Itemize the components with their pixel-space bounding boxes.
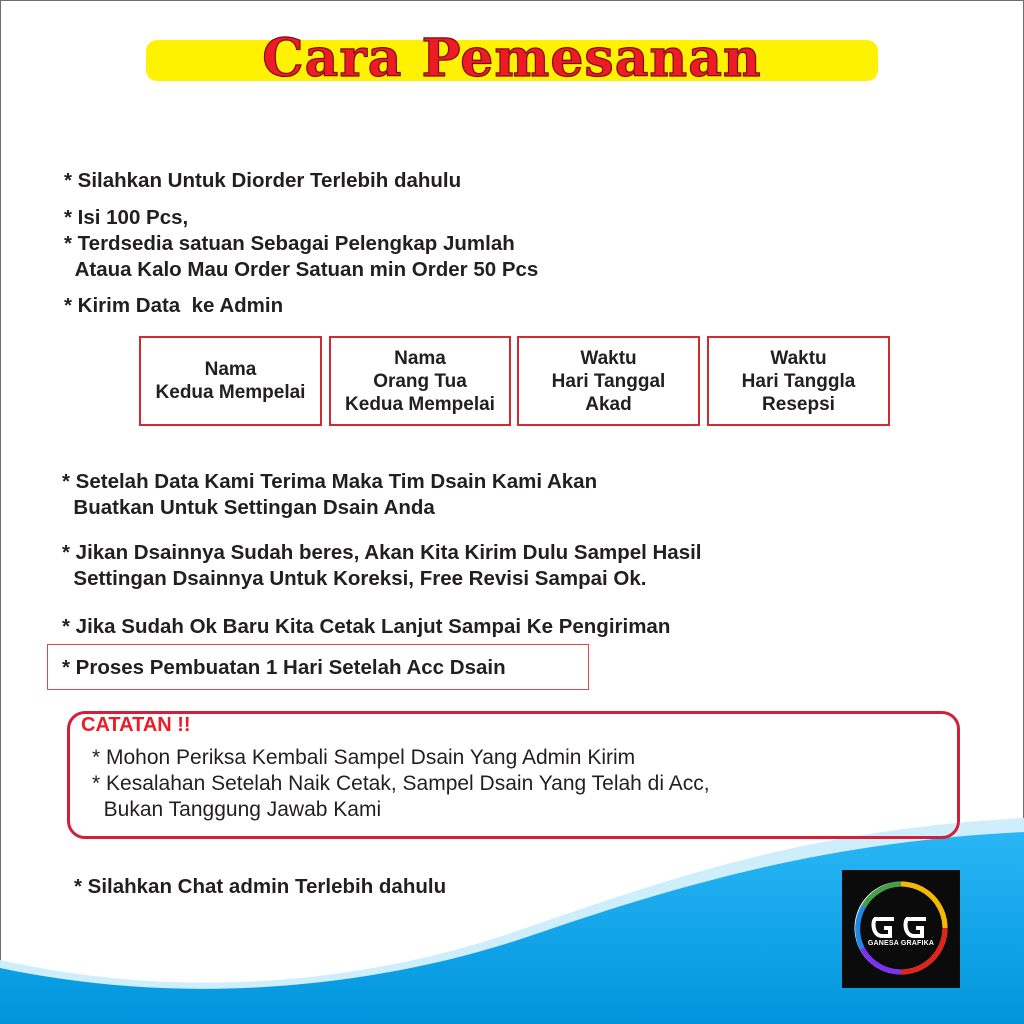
data-box-label: Nama Orang Tua Kedua Mempelai [345, 347, 495, 415]
step-satuan: * Terdsedia satuan Sebagai Pelengkap Jumlah [64, 232, 515, 255]
process-print-ship: * Jika Sudah Ok Baru Kita Cetak Lanjut Sampai Ke Pengiriman [62, 615, 671, 638]
data-box-akad-time [517, 336, 700, 426]
data-box-label: Waktu Hari Tanggal Akad [551, 347, 666, 415]
note-line-check: * Mohon Periksa Kembali Sampel Dsain Yang Admin Kirim [92, 746, 636, 769]
ganesa-grafika-logo [842, 870, 960, 988]
step-quantity: * Isi 100 Pcs, [64, 206, 189, 229]
logo-caption: GANESA GRAFIKA [867, 940, 935, 947]
note-line-responsibility-cont: Bukan Tanggung Jawab Kami [92, 798, 382, 821]
logo-ring-icon [842, 870, 960, 988]
step-send-data: * Kirim Data ke Admin [64, 294, 284, 317]
footer-chat-admin: * Silahkan Chat admin Terlebih dahulu [74, 875, 447, 898]
process-design-setup: * Setelah Data Kami Terima Maka Tim Dsain Kami Akan [62, 470, 598, 493]
step-order-first: * Silahkan Untuk Diorder Terlebih dahulu [64, 169, 462, 192]
note-heading: CATATAN !! [81, 714, 191, 736]
process-design-setup-cont: Buatkan Untuk Settingan Dsain Anda [62, 496, 435, 519]
data-box-label: Nama Kedua Mempelai [155, 359, 306, 403]
data-box-resepsi-time [707, 336, 890, 426]
data-box-parent-names [329, 336, 511, 426]
process-sample: * Jikan Dsainnya Sudah beres, Akan Kita Kirim Dulu Sampel Hasil [62, 541, 702, 564]
data-box-couple-names [139, 336, 322, 426]
data-box-label: Waktu Hari Tanggla Resepsi [741, 347, 856, 415]
step-satuan-cont: Ataua Kalo Mau Order Satuan min Order 50 Pcs [64, 258, 539, 281]
process-production-time: * Proses Pembuatan 1 Hari Setelah Acc Dsain [62, 656, 506, 679]
note-line-responsibility: * Kesalahan Setelah Naik Cetak, Sampel Dsain Yang Telah di Acc, [92, 772, 710, 795]
page-title: Cara Pemesanan [262, 28, 762, 89]
process-sample-cont: Settingan Dsainnya Untuk Koreksi, Free Revisi Sampai Ok. [62, 567, 647, 590]
